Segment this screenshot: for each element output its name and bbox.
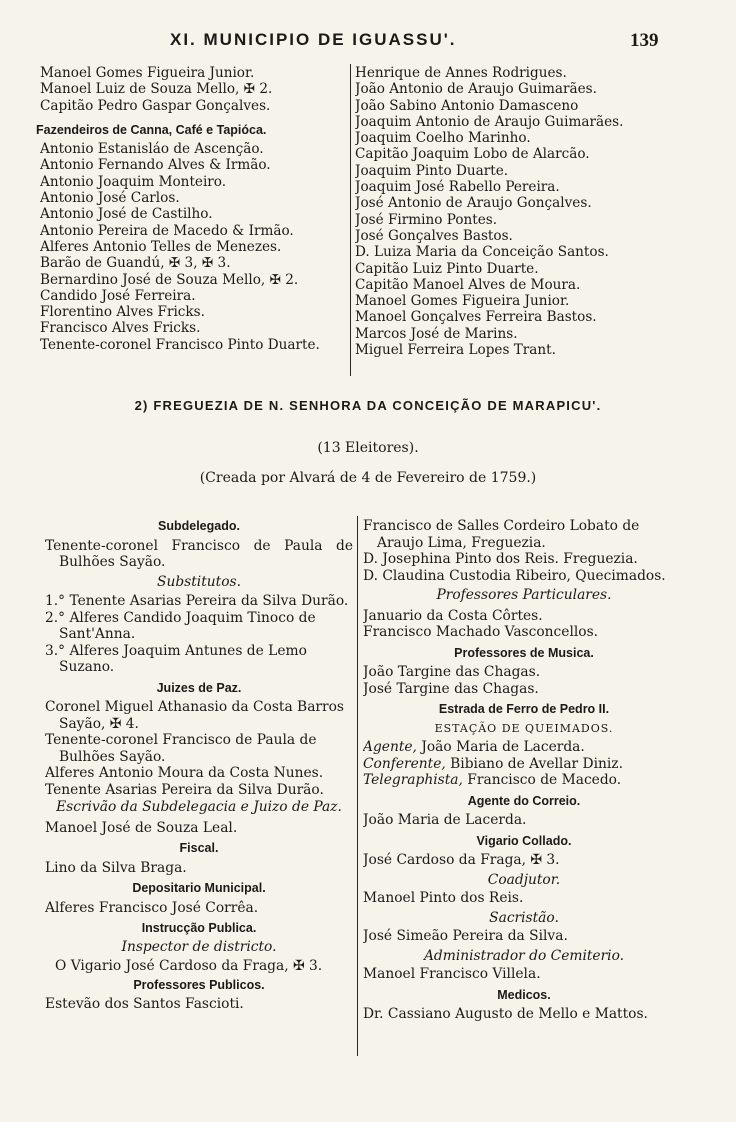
- medico: Dr. Cassiano Augusto de Mello e Mattos.: [363, 1006, 648, 1022]
- correio-heading: Agente do Correio.: [467, 793, 581, 808]
- professor-line: D. Claudina Custodia Ribeiro, Quecimados.: [363, 567, 666, 584]
- list-item: D. Luiza Maria da Conceição Santos.: [355, 244, 609, 261]
- list-item: Marcos José de Marins.: [355, 325, 518, 342]
- substituto-2-cont: Sant'Anna.: [59, 626, 136, 642]
- list-item: Candido José Ferreira.: [40, 287, 196, 304]
- vigario-heading: Vigario Collado.: [476, 833, 572, 848]
- conferente-line: [363, 756, 685, 773]
- list-item: Alferes Antonio Telles de Menezes.: [40, 238, 282, 255]
- professor-particular: Francisco Machado Vasconcellos.: [363, 624, 599, 640]
- bottom-left-column: [45, 518, 353, 1013]
- professor-particular: Januario da Costa Côrtes.: [363, 607, 543, 624]
- inspector-heading: Inspector de districto.: [121, 938, 277, 955]
- list-item: José Antonio de Araujo Gonçalves.: [355, 195, 592, 212]
- conferente-label: Conferente,: [363, 755, 446, 772]
- subdelegado-line: Bulhões Sayão.: [59, 554, 166, 570]
- list-item: Antonio Pereira de Macedo & Irmão.: [40, 222, 294, 239]
- list-item: Bernardino José de Souza Mello, ✠ 2.: [40, 271, 299, 288]
- subdelegado-heading: Subdelegado.: [158, 519, 240, 533]
- list-b: [40, 141, 348, 353]
- sacristao-heading: Sacristão.: [489, 909, 559, 926]
- list-item: Joaquim Coelho Marinho.: [355, 130, 531, 147]
- administrador: Manoel Francisco Villela.: [363, 966, 541, 982]
- agente-name: João Maria de Lacerda.: [421, 739, 585, 755]
- coadjutor: Manoel Pinto dos Reis.: [363, 890, 524, 906]
- juizes-heading: Juizes de Paz.: [156, 680, 242, 695]
- depositario: Alferes Francisco José Corrêa.: [45, 899, 259, 916]
- list-item: Manoel Gomes Figueira Junior.: [355, 293, 570, 310]
- estacao-heading: ESTAÇÃO DE QUEIMADOS.: [434, 721, 614, 735]
- list-item: Manoel Gomes Figueira Junior.: [40, 65, 255, 81]
- professor-publico: Estevão dos Santos Fascioti.: [45, 996, 244, 1012]
- electors-count: (13 Eleitores).: [317, 440, 419, 456]
- bottom-right-column: [363, 518, 685, 1023]
- list-item: Joaquim Pinto Duarte.: [355, 162, 509, 179]
- list-item: Capitão Pedro Gaspar Gonçalves.: [40, 97, 271, 114]
- substituto-1: 1.° Tenente Asarias Pereira da Silva Durão.: [45, 593, 349, 609]
- list-item: Antonio Joaquim Monteiro.: [40, 173, 227, 190]
- page-number: 139: [630, 30, 659, 51]
- professores-publicos-heading: Professores Publicos.: [133, 977, 265, 992]
- list-item: Francisco Alves Fricks.: [40, 320, 201, 337]
- list-item: Florentino Alves Fricks.: [40, 304, 205, 321]
- juiz-3: Alferes Antonio Moura da Costa Nunes.: [45, 765, 324, 781]
- creation-note: (Creada por Alvará de 4 de Fevereiro de 1759.): [199, 470, 537, 486]
- chapter-title: XI. MUNICIPIO DE IGUASSU'.: [170, 30, 457, 49]
- list-item: José Gonçalves Bastos.: [355, 227, 513, 244]
- list-item: Capitão Luiz Pinto Duarte.: [355, 260, 539, 277]
- escrivao-heading: Escrivão da Subdelegacia e Juizo de Paz.: [56, 799, 342, 815]
- substituto-3-cont: Suzano.: [59, 659, 115, 675]
- professores-particulares-heading: Professores Particulares.: [436, 587, 612, 603]
- correio: João Maria de Lacerda.: [363, 812, 527, 828]
- list-item: Miguel Ferreira Lopes Trant.: [355, 342, 556, 359]
- medicos-heading: Medicos.: [497, 987, 551, 1002]
- telegraphista-label: Telegraphista,: [363, 772, 463, 788]
- coadjutor-heading: Coadjutor.: [487, 871, 561, 888]
- top-left-column: [36, 65, 348, 353]
- list-item: Tenente-coronel Francisco Pinto Duarte.: [40, 336, 320, 353]
- list-item: Barão de Guandú, ✠ 3, ✠ 3.: [40, 255, 231, 272]
- column-divider-top: [350, 64, 351, 376]
- list-item: Manoel Gonçalves Ferreira Bastos.: [355, 309, 597, 326]
- inspector: O Vigario José Cardoso da Fraga, ✠ 3.: [55, 958, 323, 974]
- sacristao: José Simeão Pereira da Silva.: [363, 928, 568, 944]
- list-item: Henrique de Annes Rodrigues.: [355, 65, 567, 81]
- fiscal-heading: Fiscal.: [179, 841, 219, 855]
- fazendeiros-heading: Fazendeiros de Canna, Café e Tapióca.: [36, 122, 267, 137]
- professor-musica: José Targine das Chagas.: [363, 680, 539, 697]
- depositario-heading: Depositario Municipal.: [132, 881, 266, 895]
- juiz-1: Coronel Miguel Athanasio da Costa Barros: [45, 699, 344, 715]
- professor-line: D. Josephina Pinto dos Reis. Freguezia.: [363, 551, 638, 567]
- substituto-3: 3.° Alferes Joaquim Antunes de Lemo: [45, 642, 307, 659]
- top-right-column: [355, 65, 655, 358]
- escrivao: Manoel José de Souza Leal.: [45, 819, 238, 836]
- juiz-1-cont: Sayão, ✠ 4.: [59, 715, 139, 732]
- list-item: José Firmino Pontes.: [355, 211, 498, 228]
- list-item: Antonio Estanisláo de Ascenção.: [40, 141, 264, 158]
- list-item: Joaquim Antonio de Araujo Guimarães.: [355, 113, 624, 130]
- telegraphista-line: [363, 772, 685, 789]
- list-item: Antonio Fernando Alves & Irmão.: [40, 157, 271, 174]
- professor-line-cont: Araujo Lima, Freguezia.: [377, 534, 546, 551]
- column-divider-bottom: [357, 516, 358, 1056]
- substituto-2: 2.° Alferes Candido Joaquim Tinoco de: [45, 609, 316, 626]
- list-item: João Sabino Antonio Damasceno: [355, 97, 579, 114]
- substitutos-heading: Substitutos.: [157, 573, 241, 590]
- vigario: José Cardoso da Fraga, ✠ 3.: [363, 852, 560, 868]
- instrucao-heading: Instrucção Publica.: [141, 921, 257, 935]
- list-item: Antonio José de Castilho.: [40, 206, 213, 223]
- list-item: Joaquim José Rabello Pereira.: [355, 179, 560, 196]
- juiz-2: Tenente-coronel Francisco de Paula de: [45, 732, 317, 748]
- list-a: [40, 65, 348, 114]
- agente-line: [363, 739, 685, 756]
- section-title: 2) FREGUEZIA DE N. SENHORA DA CONCEIÇÃO DE MARAPICU'.: [134, 398, 602, 413]
- administrador-heading: Administrador do Cemiterio.: [423, 947, 625, 964]
- conferente-name: Bibiano de Avellar Diniz.: [450, 755, 623, 772]
- fiscal: Lino da Silva Braga.: [45, 859, 187, 876]
- professores-musica-heading: Professores de Musica.: [454, 645, 594, 660]
- list-item: João Antonio de Araujo Guimarães.: [355, 81, 597, 98]
- professor-musica: João Targine das Chagas.: [363, 664, 541, 680]
- professor-line: Francisco de Salles Cordeiro Lobato de: [363, 518, 640, 534]
- list-item: Capitão Joaquim Lobo de Alarcão.: [355, 146, 590, 163]
- list-item: Manoel Luiz de Souza Mello, ✠ 2.: [40, 81, 273, 98]
- juiz-2-cont: Bulhões Sayão.: [59, 748, 166, 765]
- agente-label: Agente,: [363, 739, 417, 755]
- subdelegado-line: Tenente-coronel Francisco de Paula de: [45, 537, 353, 554]
- running-header: [0, 30, 736, 58]
- telegraphista-name: Francisco de Macedo.: [467, 772, 622, 788]
- estrada-heading: Estrada de Ferro de Pedro II.: [438, 702, 610, 716]
- list-item: Capitão Manoel Alves de Moura.: [355, 276, 581, 293]
- juiz-4: Tenente Asarias Pereira da Silva Durão.: [45, 781, 324, 798]
- list-item: Antonio José Carlos.: [40, 190, 180, 207]
